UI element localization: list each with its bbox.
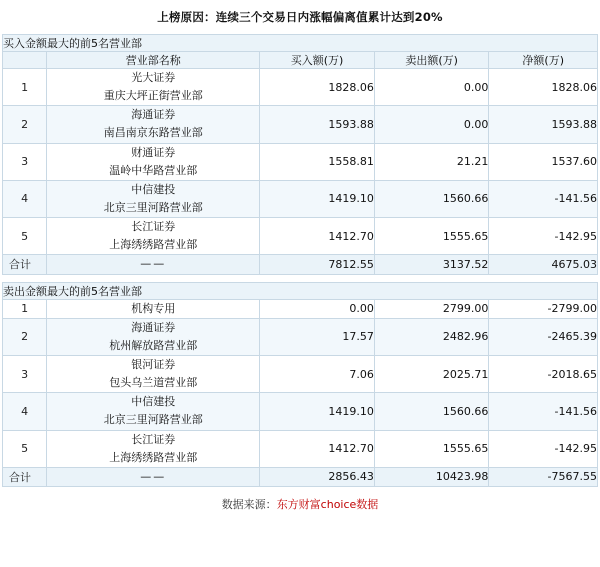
branch-name-line1: 长江证券	[131, 432, 176, 446]
net-amount: -141.56	[489, 180, 598, 217]
branch-name-line2: 上海绣绣路营业部	[109, 238, 198, 252]
buy-amount: 0.00	[260, 299, 375, 318]
buy-amount: 7.06	[260, 355, 375, 392]
table-row	[3, 430, 598, 467]
sell-amount: 0.00	[374, 69, 489, 106]
section-title-buy: 买入金额最大的前5名营业部	[3, 35, 598, 52]
col-sell: 卖出额(万)	[374, 52, 489, 69]
branch-name-line2: 北京三里河路营业部	[103, 200, 203, 214]
section-title-row	[3, 35, 598, 52]
total-sell: 10423.98	[374, 467, 489, 486]
section-title-sell: 卖出金额最大的前5名营业部	[3, 282, 598, 299]
branch-name-line2: 南昌南京东路营业部	[103, 126, 203, 140]
source-brand: 东方财富choice数据	[276, 497, 379, 511]
branch-name	[47, 143, 260, 180]
sell-amount: 1555.65	[374, 430, 489, 467]
branch-name-line2: 温岭中华路营业部	[109, 163, 198, 177]
branch-name	[47, 430, 260, 467]
total-buy: 2856.43	[260, 467, 375, 486]
branch-name-line2: 重庆大坪正街营业部	[103, 89, 203, 103]
total-label: 合计	[3, 467, 47, 486]
buy-amount: 1412.70	[260, 430, 375, 467]
branch-name	[47, 180, 260, 217]
table-row	[3, 393, 598, 430]
row-index: 1	[3, 69, 47, 106]
row-index: 2	[3, 318, 47, 355]
page-title: 上榜原因：连续三个交易日内涨幅偏离值累计达到20%	[157, 10, 443, 24]
branch-name-line2: 杭州解放路营业部	[109, 338, 198, 352]
net-amount: -2018.65	[489, 355, 598, 392]
buy-amount: 17.57	[260, 318, 375, 355]
branch-name-line1: 机构专用	[131, 301, 176, 315]
row-index: 3	[3, 143, 47, 180]
col-net: 净额(万)	[489, 52, 598, 69]
total-sell: 3137.52	[374, 255, 489, 274]
buy-amount: 1419.10	[260, 393, 375, 430]
net-amount: -141.56	[489, 393, 598, 430]
branch-name	[47, 69, 260, 106]
row-index: 4	[3, 393, 47, 430]
branch-name-line1: 光大证券	[131, 71, 176, 84]
row-index: 4	[3, 180, 47, 217]
total-name: ——	[47, 467, 260, 486]
total-net: 4675.03	[489, 255, 598, 274]
branch-name	[47, 106, 260, 143]
sell-amount: 2482.96	[374, 318, 489, 355]
sell-amount: 1560.66	[374, 180, 489, 217]
table-row	[3, 355, 598, 392]
buy-top5-table	[2, 34, 598, 275]
total-net: -7567.55	[489, 467, 598, 486]
branch-name-line1: 中信建投	[131, 182, 176, 196]
sell-top5-table	[2, 282, 598, 487]
source-label: 数据来源：	[221, 497, 277, 511]
col-index	[3, 52, 47, 69]
branch-name-line1: 银河证券	[131, 357, 176, 371]
col-name: 营业部名称	[47, 52, 260, 69]
row-index: 1	[3, 299, 47, 318]
sell-amount: 1555.65	[374, 218, 489, 255]
branch-name-line2: 北京三里河路营业部	[103, 413, 203, 427]
total-buy: 7812.55	[260, 255, 375, 274]
total-label: 合计	[3, 255, 47, 274]
col-buy: 买入额(万)	[260, 52, 375, 69]
net-amount: -142.95	[489, 430, 598, 467]
branch-name-line2: 上海绣绣路营业部	[109, 450, 198, 464]
buy-amount: 1412.70	[260, 218, 375, 255]
buy-amount: 1828.06	[260, 69, 375, 106]
sell-amount: 21.21	[374, 143, 489, 180]
branch-name-line1: 海通证券	[131, 320, 176, 334]
net-amount: 1593.88	[489, 106, 598, 143]
section-title-row	[3, 282, 598, 299]
column-header-row	[3, 52, 598, 69]
total-row	[3, 467, 598, 486]
table-row	[3, 143, 598, 180]
branch-name	[47, 218, 260, 255]
buy-amount: 1419.10	[260, 180, 375, 217]
net-amount: -2799.00	[489, 299, 598, 318]
branch-name	[47, 355, 260, 392]
table-row	[3, 318, 598, 355]
table-row	[3, 218, 598, 255]
total-row	[3, 255, 598, 274]
branch-name-line1: 财通证券	[131, 145, 176, 159]
branch-name	[47, 299, 260, 318]
branch-name-line1: 长江证券	[131, 220, 176, 234]
branch-name	[47, 393, 260, 430]
buy-amount: 1558.81	[260, 143, 375, 180]
table-row	[3, 69, 598, 106]
sell-amount: 0.00	[374, 106, 489, 143]
net-amount: 1537.60	[489, 143, 598, 180]
data-source-footer	[0, 487, 600, 518]
table-row	[3, 106, 598, 143]
net-amount: -142.95	[489, 218, 598, 255]
net-amount: 1828.06	[489, 69, 598, 106]
buy-amount: 1593.88	[260, 106, 375, 143]
row-index: 5	[3, 218, 47, 255]
row-index: 3	[3, 355, 47, 392]
section-gap	[0, 275, 600, 282]
table-row	[3, 180, 598, 217]
branch-name-line1: 中信建投	[131, 395, 176, 409]
sell-amount: 1560.66	[374, 393, 489, 430]
sell-amount: 2025.71	[374, 355, 489, 392]
sell-amount: 2799.00	[374, 299, 489, 318]
branch-name-line1: 海通证券	[131, 108, 176, 122]
branch-name	[47, 318, 260, 355]
net-amount: -2465.39	[489, 318, 598, 355]
row-index: 5	[3, 430, 47, 467]
table-row	[3, 299, 598, 318]
row-index: 2	[3, 106, 47, 143]
branch-name-line2: 包头乌兰道营业部	[109, 376, 198, 390]
total-name: ——	[47, 255, 260, 274]
